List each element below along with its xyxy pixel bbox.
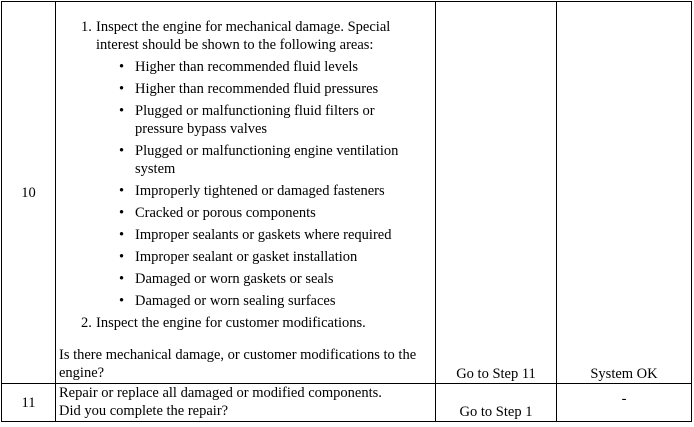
instruction-item (56, 18, 435, 310)
list-item: • Plugged or malfunctioning engine ventilation system (119, 143, 399, 177)
table-row-step-11 (2, 384, 692, 422)
instruction-item (56, 314, 435, 332)
list-item: • Improper sealant or gasket installation (119, 249, 358, 265)
bullet-icon: • (119, 227, 125, 243)
step-number: 11 (2, 384, 56, 422)
yes-result: Go to Step 11 (436, 2, 557, 384)
bullet-icon: • (119, 59, 125, 75)
action-cell (56, 2, 436, 384)
bullet-icon: • (119, 271, 125, 287)
list-item: • Damaged or worn sealing surfaces (119, 293, 336, 309)
instruction-text: Inspect the engine for customer modifications. (96, 315, 366, 331)
list-item: • Damaged or worn gaskets or seals (119, 271, 334, 287)
inspection-areas-list (56, 58, 435, 310)
yes-result: Go to Step 1 (436, 384, 557, 422)
instruction-text: Inspect the engine for mechanical damage. Special interest should be shown to the following areas: (96, 19, 391, 53)
step-question: Did you complete the repair? (59, 403, 229, 419)
diagnostic-table (1, 1, 692, 422)
bullet-icon: • (119, 143, 125, 159)
step-number: 10 (2, 2, 56, 384)
instruction-list (56, 18, 435, 332)
no-result: System OK (557, 2, 692, 384)
list-item: • Higher than recommended fluid pressures (119, 81, 379, 97)
list-item: • Improperly tightened or damaged fasteners (119, 183, 385, 199)
list-item: • Improper sealants or gaskets where required (119, 227, 392, 243)
bullet-icon: • (119, 293, 125, 309)
bullet-icon: • (119, 81, 125, 97)
list-item: • Cracked or porous components (119, 205, 316, 221)
action-cell (56, 384, 436, 422)
bullet-icon: • (119, 249, 125, 265)
instruction-number: 1. (81, 19, 92, 35)
step-question: Is there mechanical damage, or customer modifications to the engine? (59, 347, 417, 381)
no-result: - (557, 384, 692, 422)
bullet-icon: • (119, 205, 125, 221)
list-item: • Plugged or malfunctioning fluid filters or pressure bypass valves (119, 103, 375, 137)
bullet-icon: • (119, 183, 125, 199)
bullet-icon: • (119, 103, 125, 119)
action-text: Repair or replace all damaged or modified components. (59, 385, 382, 401)
list-item: • Higher than recommended fluid levels (119, 59, 359, 75)
instruction-number: 2. (81, 315, 92, 331)
table-row-step-10 (2, 2, 692, 384)
